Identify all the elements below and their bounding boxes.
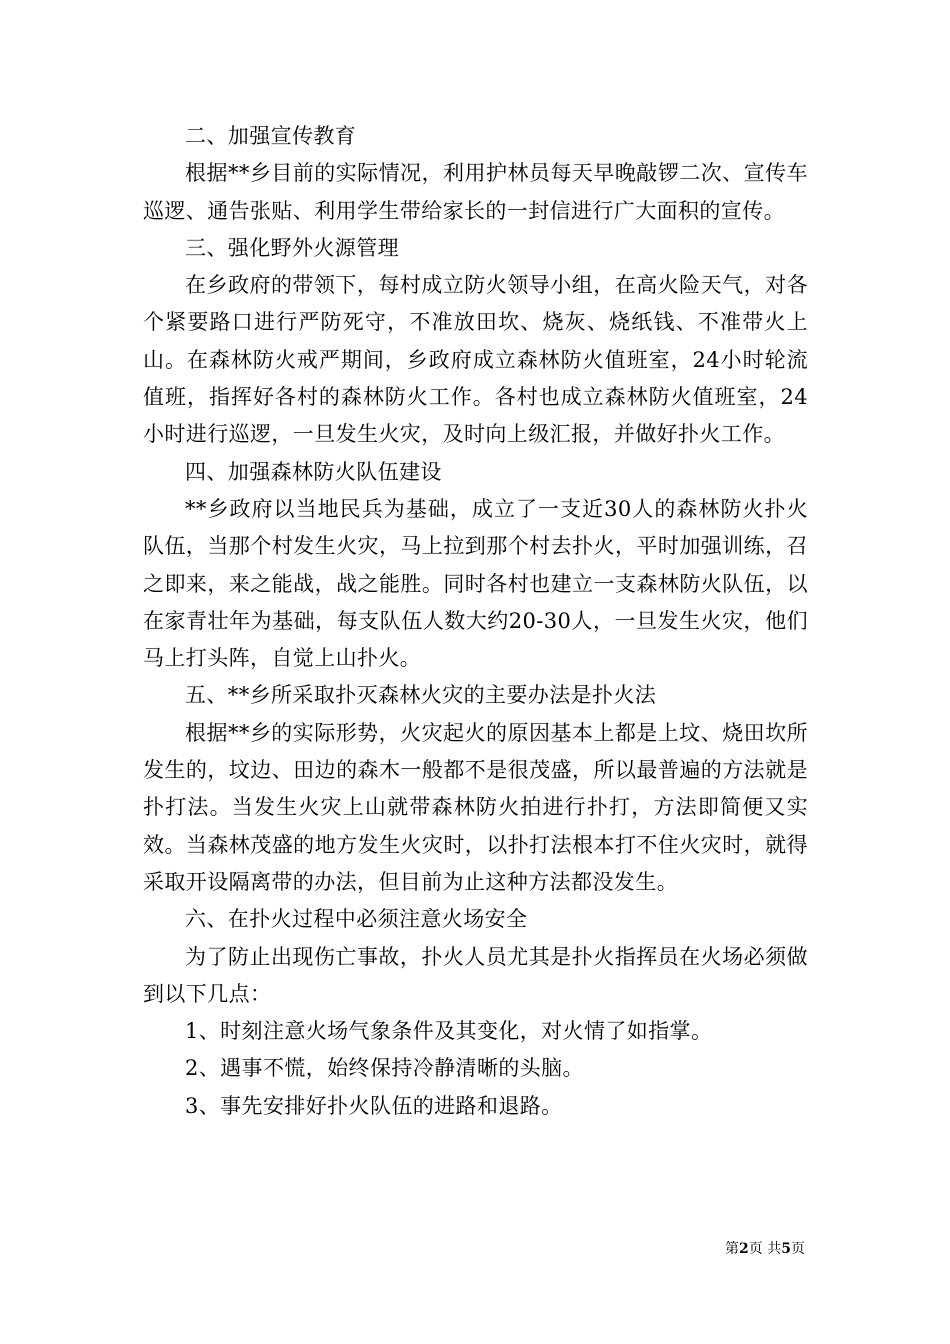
- footer-total-pages: 5: [781, 1241, 791, 1257]
- paragraph-method: 根据**乡的实际形势，火灾起火的原因基本上都是上坟、烧田坎所发生的，坟边、田边的森木一般都不是很茂盛，所以最普遍的方法就是扑打法。当发生火灾上山就带森林防火拍进行扑打，方法即简便又实效。当森林茂盛的地方发生火灾时，以扑打法根本打不住火灾时，就得采取开设隔离带的办法，但目前为止这种方法都没发生。: [143, 720, 808, 894]
- list-item-2: 2、遇事不慌，始终保持冷静清晰的头脑。: [185, 1056, 584, 1081]
- list-item-1: 1、时刻注意火场气象条件及其变化，对火情了如指掌。: [185, 1019, 713, 1044]
- heading-fire-source-management: 三、强化野外火源管理: [185, 235, 399, 260]
- heading-publicity-education: 二、加强宣传教育: [185, 124, 357, 148]
- paragraph-team: **乡政府以当地民兵为基础，成立了一支近30人的森林防火扑火队伍，当那个村发生火灾，马上拉到那个村去扑火，平时加强训练，召之即来，来之能战，战之能胜。同时各村也建立一支森林防火队伍，以在家青壮年为基础，每支队伍人数大约20-30人，一旦发生火灾，他们马上打头阵，自觉上山扑火。: [143, 496, 808, 671]
- paragraph-fire-source: 在乡政府的带领下，每村成立防火领导小组，在高火险天气，对各个紧要路口进行严防死守，不准放田坎、烧灰、烧纸钱、不准带火上山。在森林防火戒严期间，乡政府成立森林防火值班室，24小时轮流值班，指挥好各村的森林防火工作。各村也成立森林防火值班室，24小时进行巡逻，一旦发生火灾，及时向上级汇报，并做好扑火工作。: [143, 273, 808, 447]
- heading-suppression-method: 五、**乡所采取扑灭森林火灾的主要办法是扑火法: [185, 683, 657, 708]
- heading-fire-safety: 六、在扑火过程中必须注意火场安全: [185, 907, 528, 932]
- footer-current-page: 2: [739, 1241, 749, 1257]
- footer-prefix: 第: [725, 1241, 740, 1257]
- page-number-footer: [725, 1240, 805, 1258]
- footer-middle: 页 共: [748, 1241, 782, 1257]
- paragraph-publicity: 根据**乡目前的实际情况，利用护林员每天早晚敲锣二次、宣传车巡逻、通告张贴、利用学生带给家长的一封信进行广大面积的宣传。: [143, 161, 808, 223]
- paragraph-safety-intro: 为了防止出现伤亡事故，扑火人员尤其是扑火指挥员在火场必须做到以下几点：: [143, 944, 808, 1006]
- document-body: [143, 118, 808, 1125]
- footer-suffix: 页: [791, 1241, 805, 1257]
- heading-team-building: 四、加强森林防火队伍建设: [185, 459, 442, 484]
- list-item-3: 3、事先安排好扑火队伍的进路和退路。: [185, 1093, 563, 1118]
